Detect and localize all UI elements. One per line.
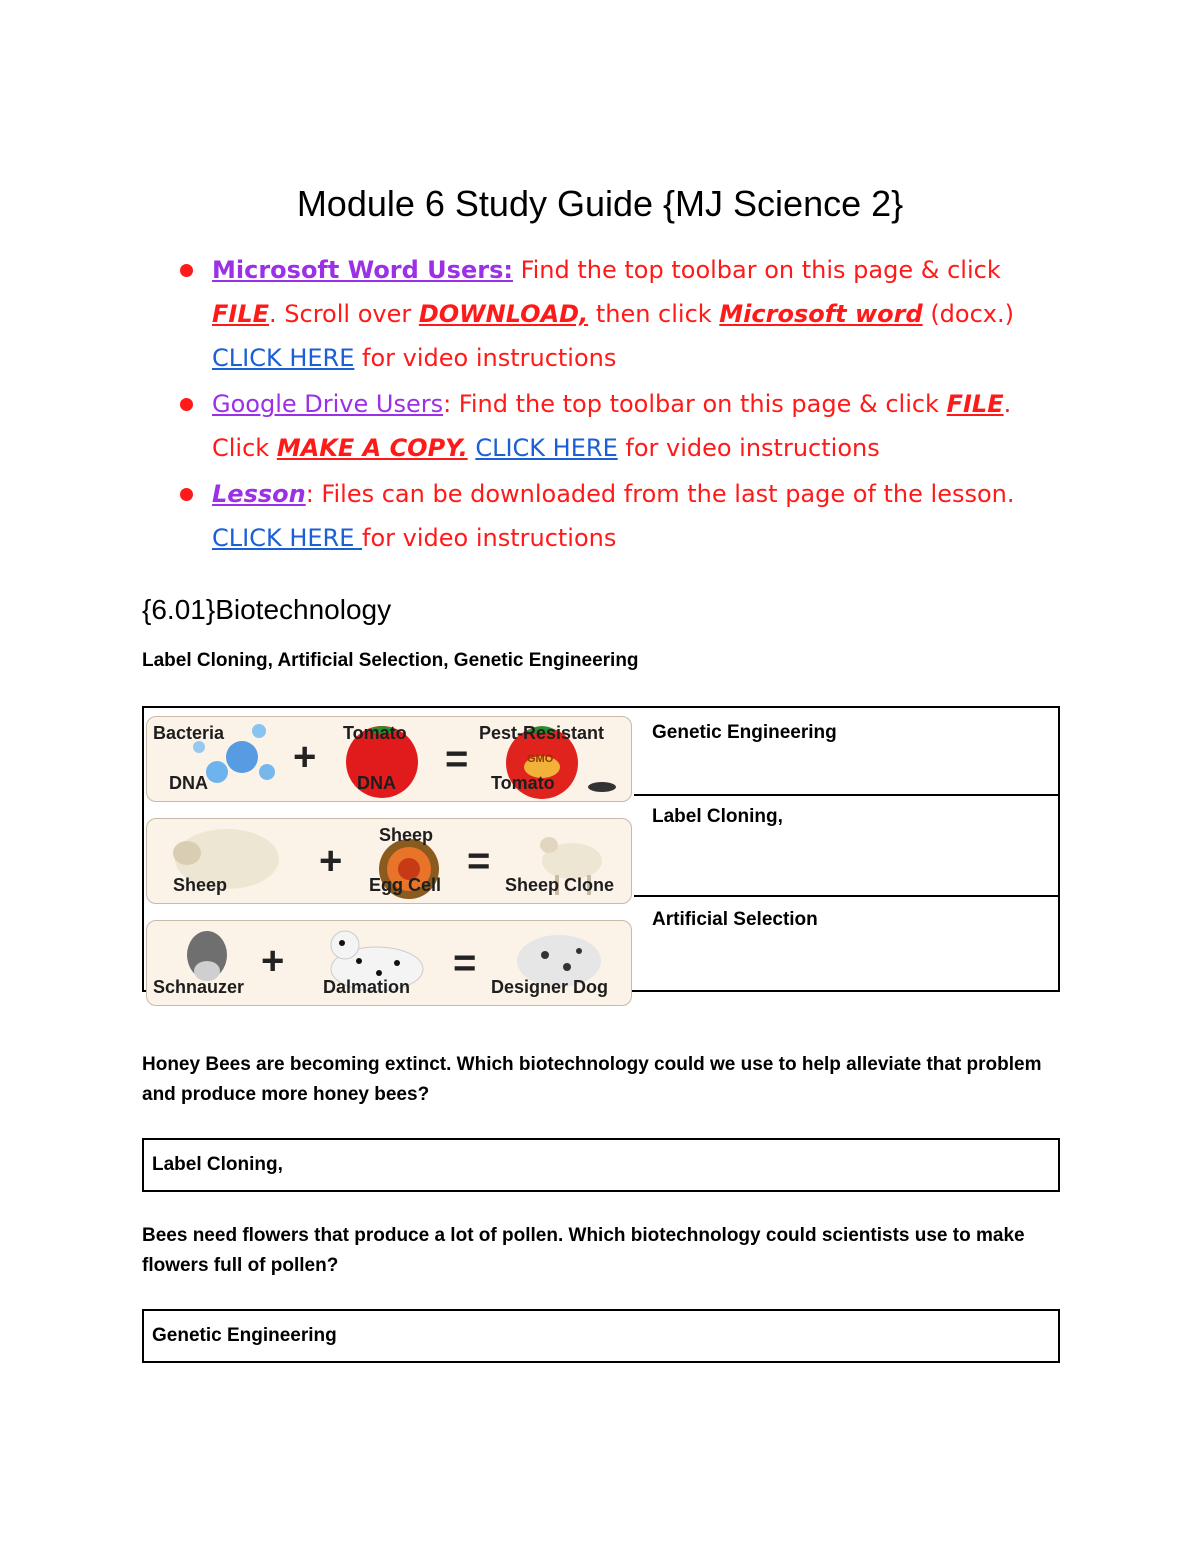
plus-icon: + — [261, 939, 285, 983]
instruction-text: for video instructions — [362, 524, 617, 552]
egg-cell-label: Egg Cell — [369, 875, 442, 895]
word-users-label: Microsoft Word Users: — [212, 256, 513, 284]
dog-panel — [146, 920, 632, 1006]
instruction-text: then click — [588, 300, 720, 328]
question-pollen: Bees need flowers that produce a lot of pollen. Which biotechnology could scientists use to make flowers full of pollen? — [142, 1225, 1025, 1276]
clone-panel — [146, 818, 632, 904]
sheep-label: Sheep — [379, 825, 434, 845]
schnauzer-icon — [187, 931, 227, 981]
bullet-icon — [180, 264, 193, 277]
matching-table — [142, 706, 1060, 997]
dalmation-label: Dalmation — [323, 977, 411, 997]
label-instructions: Label Cloning, Artificial Selection, Genetic Engineering — [142, 650, 639, 671]
make-copy-keyword: MAKE A COPY. — [276, 434, 468, 462]
answer-gmo[interactable]: Genetic Engineering — [634, 708, 1058, 796]
dna-label: DNA — [169, 773, 208, 793]
drive-users-label: Google Drive Users — [212, 390, 444, 418]
equals-icon: = — [445, 737, 469, 781]
section-heading: {6.01}Biotechnology — [142, 594, 392, 625]
equals-icon: = — [453, 941, 477, 985]
bacteria-label: Bacteria — [153, 723, 225, 743]
lesson-label: Lesson — [212, 480, 306, 508]
sheep-label: Sheep — [173, 875, 228, 895]
instruction-drive — [178, 382, 1058, 470]
instruction-text: . Scroll over — [269, 300, 419, 328]
answer-clone[interactable]: Label Cloning, — [634, 796, 1058, 897]
drive-video-link[interactable]: CLICK HERE — [475, 434, 618, 462]
gmo-badge: GMO — [527, 753, 554, 765]
question-honey-bees: Honey Bees are becoming extinct. Which biotechnology could we use to help alleviate that problem and produce more honey bees? — [142, 1054, 1042, 1105]
answer-column — [634, 708, 1058, 990]
instruction-text: (docx.) — [922, 300, 1014, 328]
bullet-icon — [180, 398, 193, 411]
answer-pollen[interactable]: Genetic Engineering — [142, 1309, 1060, 1363]
instruction-text: : Files can be downloaded from the last page of the lesson. — [305, 480, 1015, 508]
tomato-label: Tomato — [343, 723, 407, 743]
instruction-text: Find the top toolbar on this page & click — [512, 256, 1001, 284]
tomato-label: Tomato — [491, 773, 555, 793]
instructions-list — [178, 248, 1058, 562]
designer-dog-label: Designer Dog — [491, 977, 609, 997]
instruction-text: for video instructions — [617, 434, 880, 462]
word-video-link[interactable]: CLICK HERE — [212, 344, 355, 372]
pest-resistant-label: Pest-Resistant — [479, 723, 605, 743]
instruction-word — [178, 248, 1058, 380]
file-keyword: FILE — [212, 300, 270, 328]
instruction-text: : Find the top toolbar on this page & click — [443, 390, 947, 418]
equals-icon: = — [467, 839, 491, 883]
lesson-video-link[interactable]: CLICK HERE — [212, 524, 363, 552]
answer-dog[interactable]: Artificial Selection — [652, 909, 818, 930]
msword-keyword: Microsoft word — [719, 300, 923, 328]
gmo-panel — [146, 716, 632, 802]
bullet-icon — [180, 488, 193, 501]
page-title: Module 6 Study Guide {MJ Science 2} — [296, 183, 904, 224]
image-column — [144, 708, 634, 997]
sheep-clone-label: Sheep Clone — [505, 875, 615, 895]
plus-icon: + — [293, 735, 317, 779]
download-keyword: DOWNLOAD, — [418, 300, 589, 328]
answer-honey-bees[interactable]: Label Cloning, — [142, 1138, 1060, 1192]
file-keyword: FILE — [946, 390, 1004, 418]
instruction-text: . Click — [212, 390, 1012, 462]
dna-label: DNA — [357, 773, 396, 793]
plus-icon: + — [319, 839, 343, 883]
instruction-text: for video instructions — [354, 344, 617, 372]
instruction-lesson — [178, 472, 1058, 560]
schnauzer-label: Schnauzer — [153, 977, 245, 997]
